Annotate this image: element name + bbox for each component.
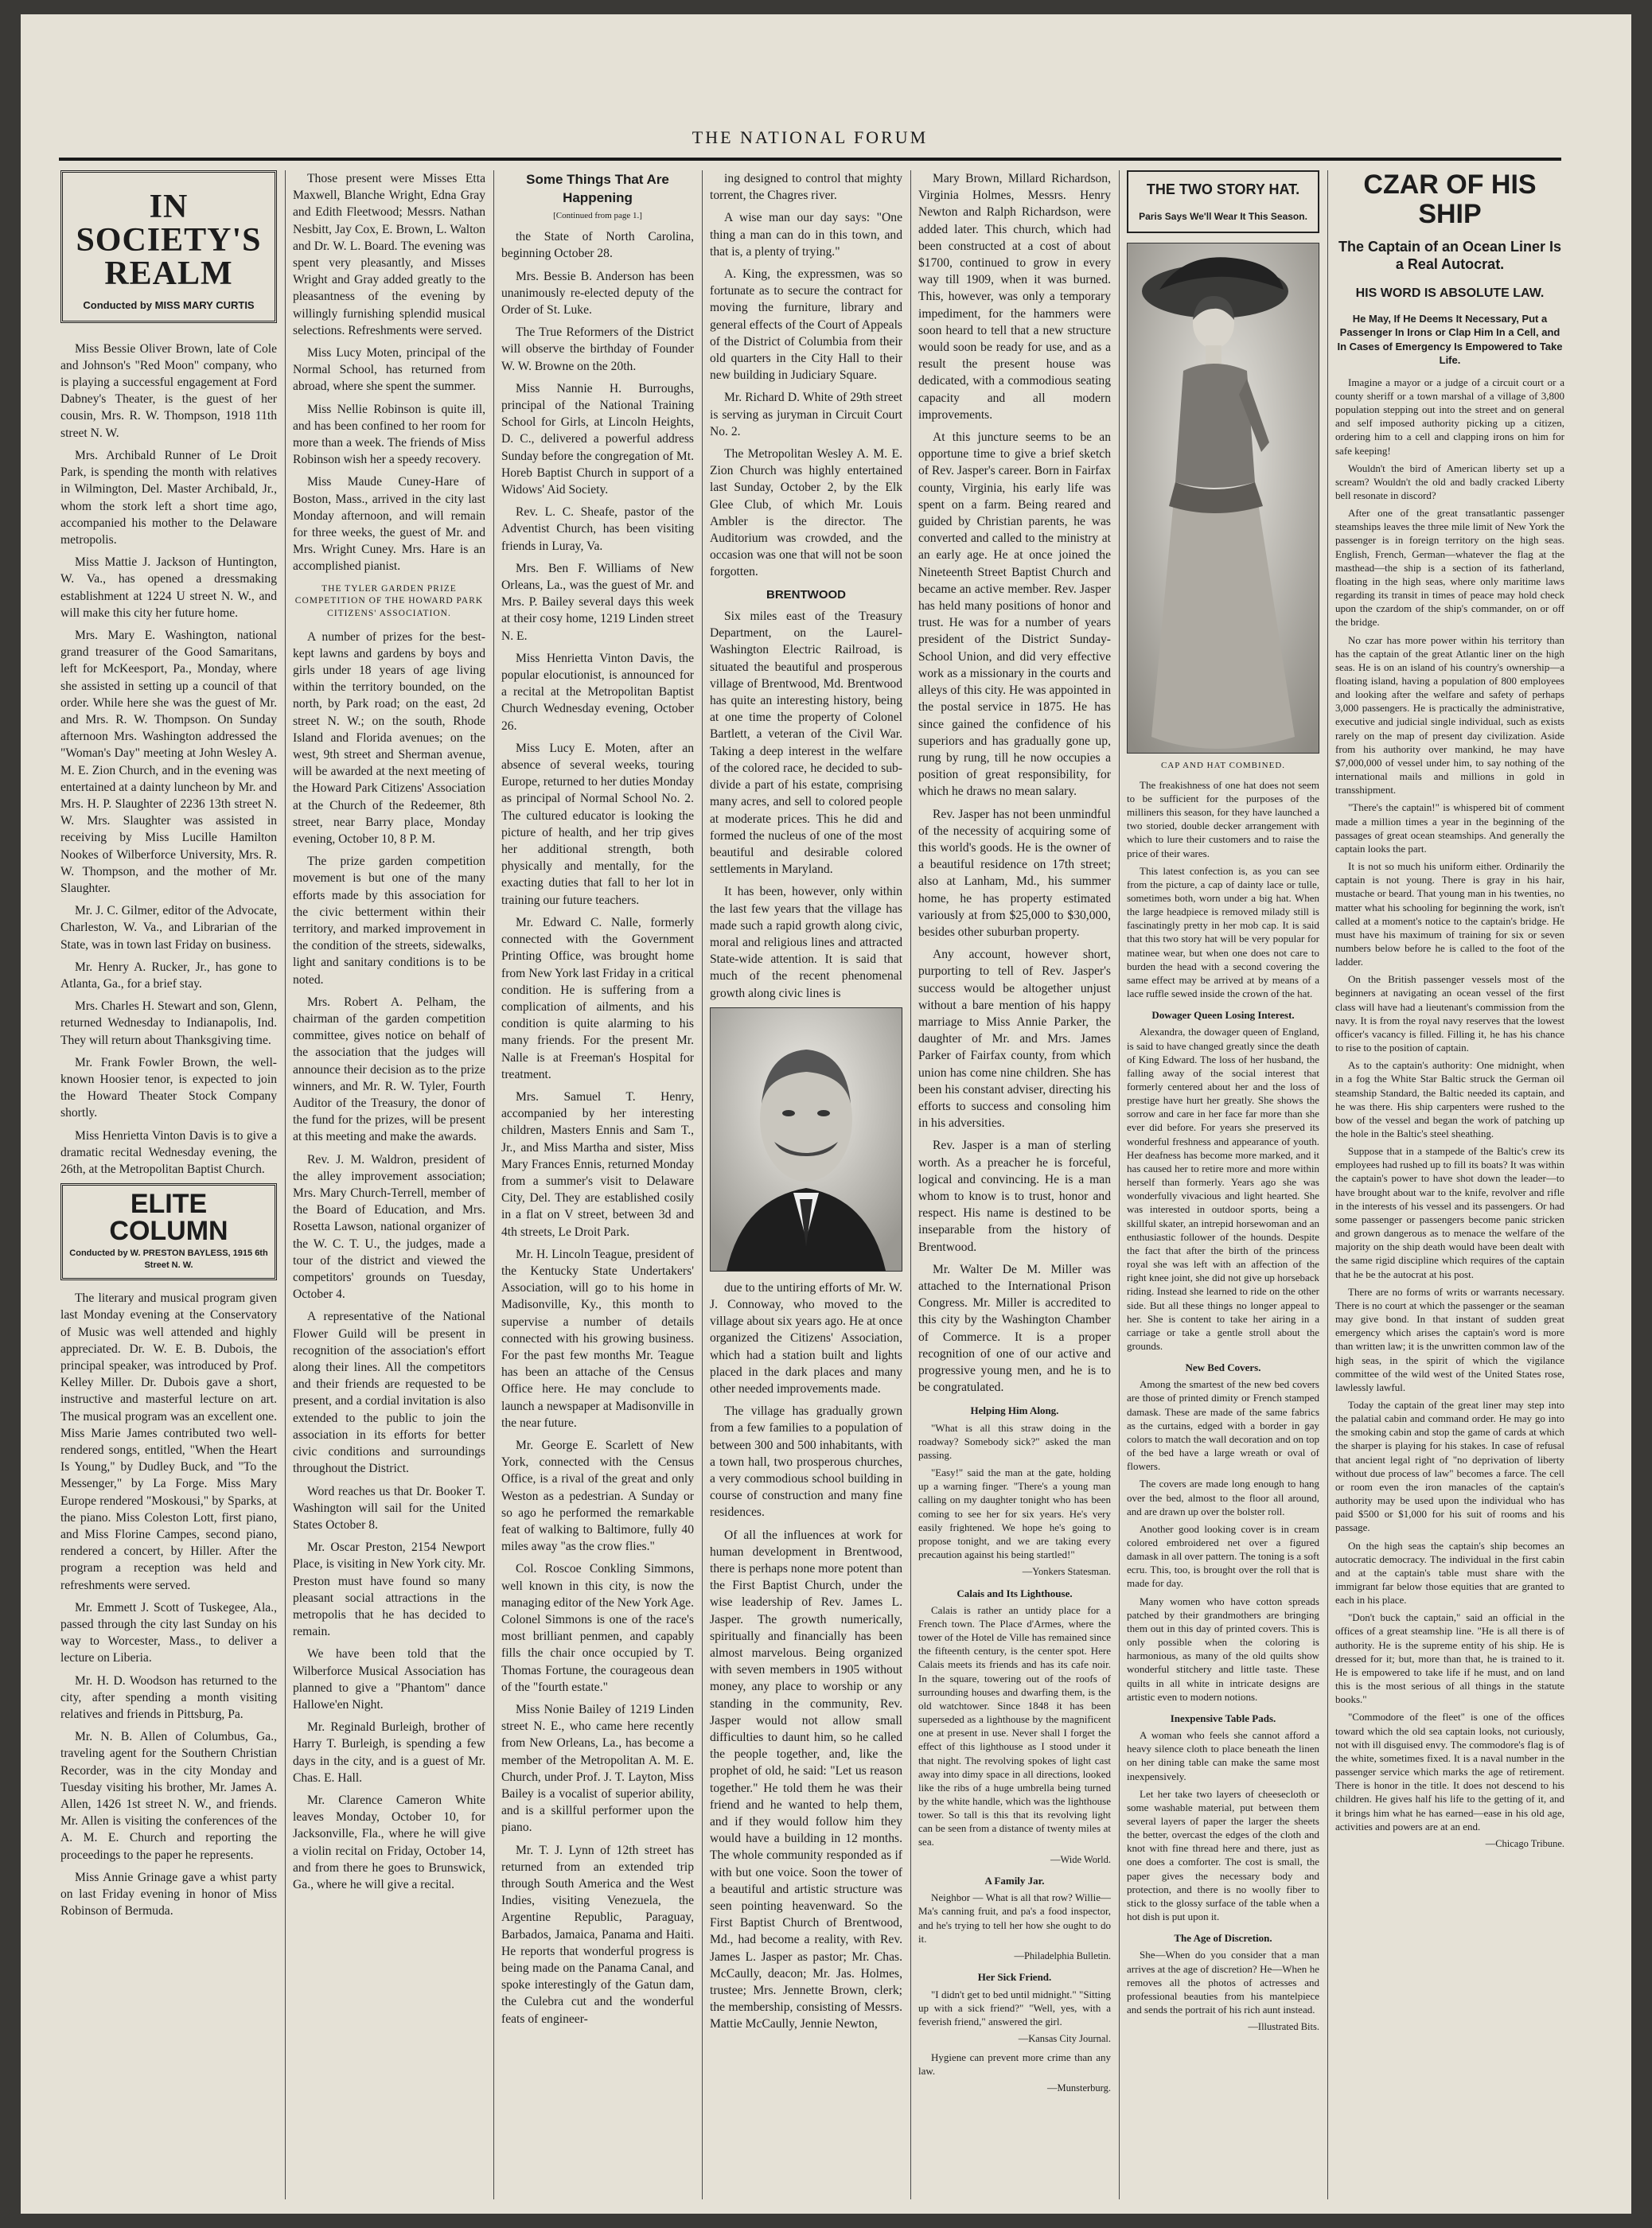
fashion-notes [1127, 778, 1319, 2034]
item-text: The freakishness of one hat does not seem to be sufficient for the purposes of the milliners this season, for they have launched a two storied, double decker arrangement with which to lure their customers and to raise the price of their wares. [1127, 778, 1319, 859]
item-text: There are no forms of writs or warrants necessary. There is no court at which the passenger or the seaman may give bond. In that instant of sudden great emergency which arises the captain's word is more than written law; it is the unwritten common law of the high seas, in the spirit of which the vigilance committee of the wild west of the United States rose, lawlessly lawful. [1335, 1285, 1564, 1393]
item-text: "I didn't get to bed until midnight." "Sitting up with a sick friend?" "Well, yes, with a feverish friend," answered the girl. [918, 1988, 1111, 2027]
news-item: It has been, however, only within the last few years that the village has made such a rapid growth along civic, moral and religious lines and attracted State-wide attention. It is said that much of the recent phenomenal growth along civic lines is [710, 885, 902, 1000]
item-source: —Kansas City Journal. [1018, 2033, 1111, 2045]
item-text: Another good looking cover is in cream colored embroidered net over a figured damask in all over pattern. The toning is a soft ecru. This, too, is brought over the roll that is made for day. [1127, 1522, 1319, 1590]
news-item: The True Reformers of the District will observe the birthday of Founder W. W. Browne on the 20th. [501, 325, 694, 373]
news-item: Mr. Richard D. White of 29th street is serving as juryman in Circuit Court No. 2. [710, 391, 902, 438]
czar-article [1335, 376, 1564, 1851]
news-item: Mr. Oscar Preston, 2154 Newport Place, is visiting in New York city. Mr. Preston must have found so many pleasant social attractions in the metropolis that he has decided to remain. [293, 1541, 485, 1639]
newspaper-page [21, 14, 1631, 2214]
news-item: Miss Nellie Robinson is quite ill, and has been confined to her room for more than a week. The friends of Miss Robinson wish her a speedy recovery. [293, 402, 485, 467]
portrait-photo [710, 1007, 902, 1272]
column-rule [493, 170, 494, 2199]
news-item: At this juncture seems to be an opportune time to give a brief sketch of Rev. Jasper's career. Born in Fairfax county, Virginia, his early life was spent on a farm. Being reared and guided by Christian parents, he was converted and called to the ministry at an early age. He at once joined the Nineteenth Street Baptist Church and became an active member. Rev. Jasper has held many positions of honor and trust. He was for a number of years president of the District Sunday-School Union, and did very effective work as a missionary in the courts and alleys of this city. He was appointed in the postal service in 1875. He has since gained the confidence of his superiors and has gradually gone up, rung by rung, till he now occupies a position of great responsibility, for which he draws no mean salary. [918, 430, 1111, 799]
item-text: Among the smartest of the new bed covers are those of printed dimity or French stamped damask. These are made of the same fabrics as the curtains, edged with a border in gay colors to match the wall decoration and on top of the bed have a large wreath or oval of flowers. [1127, 1378, 1319, 1473]
elite-column-title: ELITE COLUMN [109, 1189, 228, 1247]
elite-column-byline: Conducted by W. PRESTON BAYLESS, 1915 6th Street N. W. [69, 1248, 268, 1271]
news-item: A number of prizes for the best-kept lawns and gardens by boys and girls under 18 years of age living within the territory bounded, on the north, by Park road; on the east, 2d street N. W.; on the south, Rhode Island and Florida avenues; on the west, 9th street and Sherman avenue, will be awarded at the next meeting of the Howard Park Citizens' Association at the Church of the Redeemer, 8th street, near Barry place, Monday evening, October 10, 8 P. M. [293, 629, 485, 846]
item-text: Hygiene can prevent more crime than any law. [918, 2051, 1111, 2077]
column-6 [1127, 170, 1319, 2199]
column-rule [702, 170, 703, 2199]
news-item: Col. Roscoe Conkling Simmons, well known in this city, is now the managing editor of the New York Age. Colonel Simmons is one of the race's most brilliant penmen, and capably fills the chair once occupied by T. Thomas Fortune, the courageous dean of the "fourth estate." [501, 1562, 694, 1694]
item-text: On the British passenger vessels most of the beginners at navigating an ocean vessel of the first class will have had a lieutenant's commission from the navy. It is from the royal navy reserves that the lowest officer's vacancy is filled. Filling it, he has his chance to rise to the position of captain. [1335, 973, 1564, 1054]
item-text: Neighbor — What is all that row? Willie—Ma's canning fruit, and pa's a food inspector, and he's trying to tell her how she ought to do it. [918, 1891, 1111, 1945]
news-item: Mr. Clarence Cameron White leaves Monday, October 10, for Jacksonville, Fla., where he will give a violin recital on Friday, October 14, and from there he goes to Brunswick, Ga., where he will give a recital. [293, 1793, 485, 1891]
item-text: Suppose that in a stampede of the Baltic's crew its employees had rushed up to fill its boats? It was within the captain's power to have shot down the leader—to have brought about war to the knife, revolver and rifle in the interests of his vessel and its passengers. Or had some passenger or passengers become panic stricken and grown dangerous as to menace the welfare of the majority on the ship death would have been dealt with the same rigid discipline which requires of the captain that he be the autocrat at his post. [1335, 1145, 1564, 1280]
item-text: On the high seas the captain's ship becomes an autocratic democracy. The individual in the first cabin and at the captain's table must share with the immigrant far below those equities that are granted to each in his place. [1335, 1539, 1564, 1607]
continued-note: [Continued from page 1.] [553, 211, 642, 221]
item-heading: Her Sick Friend. [977, 1971, 1052, 1984]
czar-subheadline: The Captain of an Ocean Liner Is a Real Autocrat. [1338, 238, 1562, 273]
column-3 [501, 170, 694, 2199]
news-item: A. King, the expressmen, was so fortunate as to secure the contract for moving the furniture, library and general effects of the Court of Appeals of the District of Columbia from their old quarters in the City Hall to their new building in Judiciary Square. [710, 267, 902, 383]
two-story-hat-title: THE TWO STORY HAT. [1146, 181, 1300, 197]
news-item: Mr. Reginald Burleigh, brother of Harry T. Burleigh, is spending a few days in the city, and is a guest of Mr. Chas. E. Hall. [293, 1720, 485, 1785]
item-text: Calais is rather an untidy place for a French town. The Place d'Armes, where the tower of the Hotel de Ville has remained since the fifteenth century, is the center spot. Here Calais meets its friends and has its cafe noir. In the square, towering out of the roofs of surrounding houses and dwarfing them, is the old watchtower. Since 1848 it has been superseded as a lighthouse by the magnificent one at present in use. Never shall I forget the effect of this lighthouse as I stood under it that night. The revolving spokes of light cast away into dimy space in all directions, looked like the ribs of a huge umbrella being turned by the white handle, which was the lighthouse tower. So tall is this that its revolving light can be seen from a distance of twenty miles at sea. [918, 1603, 1111, 1848]
portrait-illustration [711, 1008, 902, 1271]
hat-photo [1127, 243, 1319, 754]
news-item: The Metropolitan Wesley A. M. E. Zion Church was highly entertained last Sunday, October 2, by the Elk Glee Club, of which Mr. Louis Ambler is the director. The Auditorium was crowded, and the occasion was one that will not be soon forgotten. [710, 447, 902, 579]
item-heading: Inexpensive Table Pads. [1170, 1712, 1276, 1724]
two-story-hat-subtitle: Paris Says We'll Wear It This Season. [1139, 211, 1307, 223]
news-item: due to the untiring efforts of Mr. W. J. Connoway, who moved to the village about six years ago. He at once organized the Citizens' Association, which had a station built and lights placed in the dark places and many other needed improvements made. [710, 1280, 902, 1396]
item-text: Today the captain of the great liner may step into the palatial cabin and command order. He may go into the smoking cabin and stop the game of cards at which the sharper is playing for his stakes. In case of refusal that ancient legal right of "no deprivation of liberty without due process of law" becomes a farce. The cell or room even the iron manacles of the captain's authority may be used upon the individual who has paid $500 or $1,000 for his suit of rooms and his passage. [1335, 1398, 1564, 1534]
item-text: "Don't buck the captain," said an official in the offices of a great steamship line. "He is all there is of authority. He is the supreme entity of his ship. He is dressed for it; but, more than that, he is trained to it. He is empowered to take life if he must, and on land this is the most serious of all things in the statute books." [1335, 1611, 1564, 1706]
news-item: Rev. L. C. Sheafe, pastor of the Adventist Church, has been visiting friends in Luray, Va. [501, 505, 694, 553]
item-heading: A Family Jar. [984, 1875, 1045, 1887]
item-text: "There's the captain!" is whispered bit of comment made a million times a year in the beginning of the passages of great ocean steamships. And generally the captain looks the part. [1335, 801, 1564, 855]
news-item: Miss Mattie J. Jackson of Huntington, W. Va., has opened a dressmaking establishment at 1224 U street N. W., and will make this city her future home. [60, 555, 277, 620]
news-item: Mr. H. Lincoln Teague, president of the Kentucky State Undertakers' Association, will go to his home in Madisonville, Ky., this month to supervise a number of details connected with his growing business. For the past few months Mr. Teague has been an attache of the Census Office here. He may conclude to launch a newspaper at Madisonville in the near future. [501, 1247, 694, 1430]
news-item: Rev. Jasper has not been unmindful of the necessity of acquiring some of this world's goods. He is the owner of a beautiful residence on 17th street; also at Lanham, Md., his summer home, he has property estimated variously at from $25,000 to $30,000, besides other suburban property. [918, 807, 1111, 939]
happenings-heading: Some Things That Are Happening [526, 172, 669, 206]
column-2 [293, 170, 485, 2199]
news-item: Mr. Edward C. Nalle, formerly connected with the Government Printing Office, was brought home from New York last Friday in a critical condition. He is suffering from a complication of ailments, and his condition is quite alarming to his many friends. For the present Mr. Nalle is at Freeman's Hospital for treatment. [501, 915, 694, 1081]
society-realm-title: IN SOCIETY'S REALM [76, 189, 262, 292]
item-heading: Calais and Its Lighthouse. [957, 1587, 1073, 1599]
brentwood-heading: BRENTWOOD [766, 587, 846, 602]
news-item: Mr. J. C. Gilmer, editor of the Advocate, Charleston, W. Va., and Librarian of the State, was in town last Friday on business. [60, 904, 277, 952]
item-source: —Wide World. [1050, 1853, 1111, 1865]
news-item: Miss Henrietta Vinton Davis, the popular elocutionist, is announced for a recital at the Metropolitan Baptist Church Wednesday evening, October 26. [501, 651, 694, 733]
news-item: Six miles east of the Treasury Department, on the Laurel-Washington Electric Railroad, is situated the beautiful and prosperous village of Brentwood, Md. Brentwood has quite an interesting history, being at one time the property of Colonel Bartlett, a veteran of the Civil War. Taking a deep interest in the welfare of the colored race, he decided to sub-divide a part of his estate, comprising many acres, and sell to colored people at moderate prices. This he did and formed the nucleus of one of the most beautiful and desirable colored settlements in Maryland. [710, 610, 902, 877]
item-heading: New Bed Covers. [1185, 1361, 1261, 1374]
news-item: The literary and musical program given last Monday evening at the Conservatory of Music was well attended and highly appreciated. Dr. W. E. B. Dubois, the principal speaker, was introduced by Prof. Kelley Miller. Dr. Dubois gave a short, instructive and masterful lecture on art. The musical program was an excellent one. Miss Marie James contributed two well-rendered songs, entitled, "When the Heart Is Young," by Dudley Buck, and "To the Messenger," by La Forge. Miss Mary Europe rendered "Moskousi," by Sparks, at the piano. Miss Coleston Lott, first piano, and Miss Florine Campes, second piano, rendered a concert, by Hiller. After the program a reception was held and refreshments were served. [60, 1291, 277, 1592]
news-item: Rev. Jasper is a man of sterling worth. As a preacher he is forceful, logical and convincing. He is a man whom to know is to trust, honor and respect. His name is destined to be inseparable from the history of Brentwood. [918, 1139, 1111, 1254]
news-item: Mr. Emmett J. Scott of Tuskegee, Ala., passed through the city last Sunday on his way to Worcester, Mass., to deliver a lecture on Liberia. [60, 1600, 277, 1665]
item-text: "What is all this straw doing in the roadway? Somebody sick?" asked the man passing. [918, 1421, 1111, 1461]
item-text: Wouldn't the bird of American liberty set up a scream? Wouldn't the old and badly cracked Liberty bell resonate in discord? [1335, 462, 1564, 501]
news-item: Miss Maude Cuney-Hare of Boston, Mass., arrived in the city last Monday afternoon, and will remain for three weeks, the guest of Mr. and Mrs. Wright Cuney. Mrs. Hare is an accomplished pianist. [293, 475, 485, 574]
news-item: Of all the influences at work for human development in Brentwood, there is perhaps none more potent than the First Baptist Church, under the wise leadership of Rev. James L. Jasper. The growth numerically, spiritually and financially has been almost marvelous. Being organized with seven members in 1905 without money, any place to worship or any standing in the community, Rev. Jasper would not allow small difficulties to daunt him, so he called the people together, and, like the prophet of old, he said: "Let us reason together." He told them he was their friend and he wanted to help them, and if they would follow him they would have a building in 12 months. The whole community responded as if with but one voice. Soon the tower of a beautiful and artistic structure was seen pointing heavenward. So the First Baptist Church of Brentwood, Md., had become a reality, with Rev. James L. Jasper as pastor; Mr. Chas. McCaully, deacon; Mr. Jas. Holmes, trustee; Mrs. Jennette Brown, clerk; the membership, consisting of Messrs. Mattie McCaully, Jennie Newton, [710, 1528, 902, 2031]
society-realm-header [60, 170, 277, 323]
news-item: Any account, however short, purporting to tell of Rev. Jasper's success would be altogether unjust without a bare mention of his happy marriage to Miss Annie Parker, the daughter of Mr. and Mrs. James Parker of Fairfax county, from which union has come nine children. She has been his constant adviser, directing his efforts to success and consoling him in his adversities. [918, 948, 1111, 1131]
news-item: Mr. Henry A. Rucker, Jr., has gone to Atlanta, Ga., for a brief stay. [60, 960, 277, 991]
masthead [59, 116, 1561, 161]
news-item: The prize garden competition movement is but one of the many efforts made by this association for the civic betterment within their territory, and marked improvement in the condition of the streets, sidewalks, light and sanitary conditions is to be noted. [293, 855, 485, 987]
miscellany [918, 1404, 1111, 2094]
item-source: —Chicago Tribune. [1485, 1837, 1564, 1849]
item-text: "Easy!" said the man at the gate, holding up a warning finger. "There's a young man calling on my daughter tonight who has been coming to see her for six years. He's very easily frightened. We hope he's going to propose tonight, and we are taking every precaution against his being startled!" [918, 1467, 1111, 1560]
column-rule [1327, 170, 1328, 2199]
news-item: ing designed to control that mighty torrent, the Chagres river. [710, 172, 902, 203]
news-item: A representative of the National Flower Guild will be present in recognition of the association's effort along their lines. All the competitors and their friends are requested to be present, and a cordial invitation is also extended to the public to join the association in its efforts for better civic conditions and surroundings throughout the District. [293, 1310, 485, 1476]
column-rule [910, 170, 911, 2199]
item-text: No czar has more power within his territory than has the captain of the great Atlantic liner on the high seas. He is on an island of his country's ownership—a floating island, having a population of 800 employees and looking after the welfare and safety of perhaps 3,000 passengers. He is practically the administrative, executive and judicial single individual, such as exists rarely on the map of present day civilization. Aside from his authority over mankind, he may have $7,000,000 of vessel under him, to say nothing of the international mails and millions in gold in transshipment. [1335, 633, 1564, 797]
masthead-rule [59, 158, 1561, 161]
column-rule [1119, 170, 1120, 2199]
news-item: Mr. George E. Scarlett of New York, connected with the Census Office, is a rival of the great and only Weston as a pedestrian. A Sunday or so ago he performed the remarkable feat of walking to Baltimore, fully 40 miles away "as the crow flies." [501, 1438, 694, 1554]
item-text: After one of the great transatlantic passenger steamships leaves the three mile limit of New York the passenger is in foreign territory on the high seas. English, French, German—whatever the flag at the masthead—the ship is a section of its fatherland, floating in the high seas, where only maritime laws regarding its transit in times of peace may hold check upon the czardom of the ship's commander, on or off the bridge. [1335, 507, 1564, 629]
news-item: Miss Bessie Oliver Brown, late of Cole and Johnson's "Red Moon" company, who is playing a successful engagement at Ford Dabney's Theater, is the guest of her cousin, Mrs. R. W. Thompson, 1918 11th street N. W. [60, 341, 277, 440]
news-item: Miss Henrietta Vinton Davis is to give a dramatic recital Wednesday evening, the 26th, at the Metropolitan Baptist Church. [60, 1128, 277, 1177]
czar-summary: He May, If He Deems It Necessary, Put a Passenger In Irons or Clap Him In a Cell, and In Cases of Emergency Is Empowered to Take Life. [1337, 312, 1563, 367]
column-5 [918, 170, 1111, 2199]
news-item: Mrs. Samuel T. Henry, accompanied by her interesting children, Masters Ennis and Sam T., Jr., and Miss Martha and sister, Miss Mary Frances Ennis, returned Monday from a summer's visit to Delaware City, Del. They are established cosily in a flat on V street, between 3d and 4th streets, Le Droit Park. [501, 1089, 694, 1239]
news-item: Mrs. Ben F. Williams of New Orleans, La., was the guest of Mr. and Mrs. P. Bailey several days this week at their cosy home, 1219 Linden street N. E. [501, 561, 694, 643]
column-4 [710, 170, 902, 2199]
news-item: Mr. Walter De M. Miller was attached to the International Prison Congress. Mr. Miller is accredited to this city by the Washington Chamber of Commerce. It is a proper recognition of one of our active and progressive young men, and he is to be congratulated. [918, 1262, 1111, 1395]
news-item: Mrs. Mary E. Washington, national grand treasurer of the Good Samaritans, left for McKeesport, Pa., Monday, where she assisted in setting up a council of that order. While here she was the guest of Mr. and Mrs. R. W. Thompson. On Sunday afternoon Mrs. Washington addressed the "Woman's Day" meeting at John Wesley A. M. E. Zion Church, and in the evening was entertained at a dainty luncheon by Mr. and Mrs. H. P. Slaughter of 2236 13th street N. W. Mrs. Slaughter was assisted in receiving by Miss Lucille Hamilton Nookes of Wilberforce University, Mrs. R. W. Thompson, and the mother of Mr. Slaughter. [60, 628, 277, 895]
news-item: Miss Annie Grinage gave a whist party on last Friday evening in honor of Miss Robinson of Bermuda. [60, 1870, 277, 1918]
two-story-hat-header [1127, 170, 1319, 233]
society-realm-byline: Conducted by MISS MARY CURTIS [83, 299, 255, 311]
news-item: Miss Lucy Moten, principal of the Normal School, has returned from abroad, where she spent the summer. [293, 346, 485, 394]
item-source: —Illustrated Bits. [1248, 2021, 1319, 2033]
item-text: Let her take two layers of cheesecloth or some washable material, put between them several layers of paper the larger the sheets the better, overcast the edges of the cloth and knot with fine thread here and there, just as one does a comforter. The cost is small, the paper gives the necessary body and protection, and there is no woolly fiber to stick to the glossy surface of the table when a hot dish is put upon it. [1127, 1787, 1319, 1923]
item-heading: The Age of Discretion. [1174, 1932, 1272, 1945]
news-item: Miss Nonie Bailey of 1219 Linden street N. E., who came here recently from New Orleans, La., has become a member of the Metropolitan A. M. E. Church, under Prof. J. T. Layton, Miss Bailey is a vocalist of superior ability, and is a skillful performer upon the piano. [501, 1703, 694, 1835]
news-item: Mr. Frank Fowler Brown, the well-known Hoosier tenor, is expected to join the Howard Theater Stock Company shortly. [60, 1055, 277, 1120]
news-item: We have been told that the Wilberforce Musical Association has planned to give a "Phantom" dance Hallowe'en Night. [293, 1647, 485, 1712]
item-text: The covers are made long enough to hang over the bed, almost to the floor all around, and are drawn up over the bolster roll. [1127, 1478, 1319, 1517]
item-text: "Commodore of the fleet" is one of the offices toward which the old sea captain looks, not curiously, not with ill disguised envy. The commodore's flag is of the white, sometimes fixed. It is a naval number in the passenger service which marks the age of retirement. There is honor in the title. It does not descend to his children. He gives half his life to the getting of it, and it brings him what he has earned—ease in his old age, activities and powers are at an end. [1335, 1711, 1564, 1833]
column-1 [60, 170, 277, 2199]
photo-caption: CAP AND HAT COMBINED. [1160, 760, 1286, 770]
news-item: the State of North Carolina, beginning October 28. [501, 230, 694, 261]
fashion-illustration [1128, 243, 1319, 753]
item-heading: Helping Him Along. [970, 1404, 1059, 1417]
news-item: Mr. T. J. Lynn of 12th street has returned from an extended trip through South America and the West Indies, visiting Venezuela, the Argentine Republic, Paraguay, Barbados, Jamaica, Panama and Haiti. He reports that wonderful progress is being made on the Panama Canal, and spoke interestingly of the Gatun dam, the Culebra cut and the wonderful feats of engineer- [501, 1843, 694, 2026]
masthead-title: THE NATIONAL FORUM [692, 127, 929, 147]
news-item: A wise man our day says: "One thing a man can do in this town, and that is, a plenty of trying." [710, 211, 902, 259]
news-item: Mrs. Robert A. Pelham, the chairman of the garden competition committee, gives notice on behalf of the association that the judges will announce their decision as to the prize winners, and Mr. R. W. Tyler, Fourth Auditor of the Treasury, the donor of the fund for the prizes, will be present at this meeting and make the awards. [293, 995, 485, 1144]
item-text: It is not so much his uniform either. Ordinarily the captain is not young. There is gray in his hair, mustache or beard. That young man in his twenties, no matter what his schooling for beginning the work, isn't called at a moment's notice to the captain's bridge. He must have his maximum of training for six or seven numbers below before he is called to the foot of the ladder. [1335, 860, 1564, 968]
item-text: Many women who have cotton spreads patched by their grandmothers are bringing them out in this day of printed covers. This is only possible when the coloring is harmonious, as many of the old quilts show wonderful stitchery and little taste. These quilts in all white in intricate designs are artistic even to modern notions. [1127, 1595, 1319, 1703]
news-item: Rev. J. M. Waldron, president of the alley improvement association; Mrs. Mary Church-Terrell, member of the Board of Education, and Mrs. Rosetta Lawson, national organizer of the W. C. T. U., the judges, made a tour of the district and viewed the competitors' grounds on Tuesday, October 4. [293, 1152, 485, 1302]
item-text: She—When do you consider that a man arrives at the age of discretion? He—When he removes all the photos of actresses and professional beauties from his mantelpiece and sends the portrait of his rich aunt instead. [1127, 1949, 1319, 2016]
news-item: Miss Nannie H. Burroughs, principal of the National Training School for Girls, at Lincoln Heights, D. C., delivered a powerful address Sunday before the congregation of Mt. Horeb Baptist Church in support of a Widows' Aid Society. [501, 381, 694, 497]
item-text: Alexandra, the dowager queen of England, is said to have changed greatly since the death of King Edward. The loss of her husband, the falling away of the social interest that formerly centered about her and the loss of prestige have hurt her greatly. She shows the sorrow and care in her face far more than she ever did before. For years she preserved its wonderful freshness and appearance of youth. Her deafness has become more marked, and it has caused her to retire more and more within herself than formerly. Years ago she was wonderfully vivacious and light hearted. She was interested in outdoor sports, being a skillful skater, an intrepid horsewoman and an enthusiastic follower of the hounds. Despite the fact that after the birth of the princess royal she was left with an affection of the right knee joint, she did not give up horseback riding. Instead she learned to ride on the other side. But all these things no longer appeal to her. She is content to take her airing in a carriage or take a gentle stroll about the grounds. [1127, 1026, 1319, 1352]
item-text: This latest confection is, as you can see from the picture, a cap of dainty lace or tulle, sometimes both, worn under a big hat. When the large headpiece is removed milady still is fascinatingly pretty in her mob cap. It is said that this two story hat will be very popular for matinee wear, but when one does not care to burden the head with a second covering the same effect may be arrived at by means of a lace ruffle sewed inside the crown of the hat. [1127, 864, 1319, 1000]
column-7 [1335, 170, 1564, 2199]
prize-competition-heading: THE TYLER GARDEN PRIZE COMPETITION OF THE HOWARD PARK CITIZENS' ASSOCIATION. [294, 583, 484, 618]
item-text: As to the captain's authority: One midnight, when in a fog the White Star Baltic struck the German oil steamship Standard, the Baltic needed its captain, and he was there. His ship carpenters were rushed to the bow of the vessel and began the work of patching up the hole in the Baltic's steel sheathing. [1335, 1059, 1564, 1139]
item-heading: Dowager Queen Losing Interest. [1151, 1009, 1295, 1022]
news-item: Word reaches us that Dr. Booker T. Washington will sail for the United States October 8. [293, 1484, 485, 1532]
elite-column-header [60, 1183, 277, 1280]
column-rule [285, 170, 286, 2199]
item-source: —Philadelphia Bulletin. [1014, 1950, 1111, 1961]
item-text: Imagine a mayor or a judge of a circuit court or a county sheriff or a town marshal of a village of 3,800 population stepping out into the street and on general and self imposed authority picking up a citizen, ordering him to a cell and clapping irons on him for safe keeping! [1335, 376, 1564, 457]
news-item: The village has gradually grown from a few families to a population of between 300 and 500 inhabitants, with a town hall, two prosperous churches, a very commodious school building in course of construction and many fine residences. [710, 1404, 902, 1520]
news-item: Mr. H. D. Woodson has returned to the city, after spending a month visiting relatives and friends in Pittsburg, Pa. [60, 1673, 277, 1721]
czar-deck: HIS WORD IS ABSOLUTE LAW. [1355, 286, 1545, 300]
news-item: Mr. N. B. Allen of Columbus, Ga., traveling agent for the Southern Christian Recorder, was in the city Monday and Tuesday visiting his brother, Mr. James A. Allen, 1426 1st street N. W., and friends. Mr. Allen is visiting the conferences of the A. M. E. Church and reporting the proceedings to the paper he represents. [60, 1730, 277, 1862]
news-item: Miss Lucy E. Moten, after an absence of several weeks, touring Europe, returned to her duties Monday as principal of Normal School No. 2. The cultured educator is looking the picture of health, and her trip gives her additional strength, both physically and mentally, for the exacting duties that fall to her lot in training our future teachers. [501, 741, 694, 907]
item-source: —Munsterburg. [1047, 2082, 1111, 2094]
news-item: Those present were Misses Etta Maxwell, Blanche Wright, Edna Gray and Edith Fleetwood; Messrs. Nathan Nesbitt, Jay Cox, E. Brown, L. Walton and Dr. W. L. Board. The evening was spent very pleasantly, and Misses Wright and Gray added greatly to the pleasantness of the evening by willingly furnishing splendid musical selections. Refreshments were served. [293, 172, 485, 337]
news-item: Mary Brown, Millard Richardson, Virginia Holmes, Messrs. Henry Newton and Ralph Richardson, were added later. This church, which had been constructed at a cost of about $1700, continued to grow in every way till 1909, when it was burned. This, however, was only a temporary impediment, for the hammers were soon heard to tell that a new structure would soon be ready for use, and as a result the present house was dedicated, with a commodious seating capacity and all modern improvements. [918, 172, 1111, 422]
news-item: Mrs. Archibald Runner of Le Droit Park, is spending the month with relatives in Wilmington, Del. Master Archibald, Jr., whom the stork left a short time ago, accompanied his mother to the Delaware metropolis. [60, 448, 277, 547]
item-source: —Yonkers Statesman. [1022, 1566, 1111, 1578]
czar-headline: CZAR OF HIS SHIP [1363, 170, 1537, 230]
item-text: A woman who feels she cannot afford a heavy silence cloth to place beneath the linen on her dining table can make the same most inexpensively. [1127, 1729, 1319, 1782]
news-item: Mrs. Bessie B. Anderson has been unanimously re-elected deputy of the Order of St. Luke. [501, 269, 694, 317]
news-item: Mrs. Charles H. Stewart and son, Glenn, returned Wednesday to Indianapolis, Ind. They will return about Thanksgiving time. [60, 999, 277, 1047]
